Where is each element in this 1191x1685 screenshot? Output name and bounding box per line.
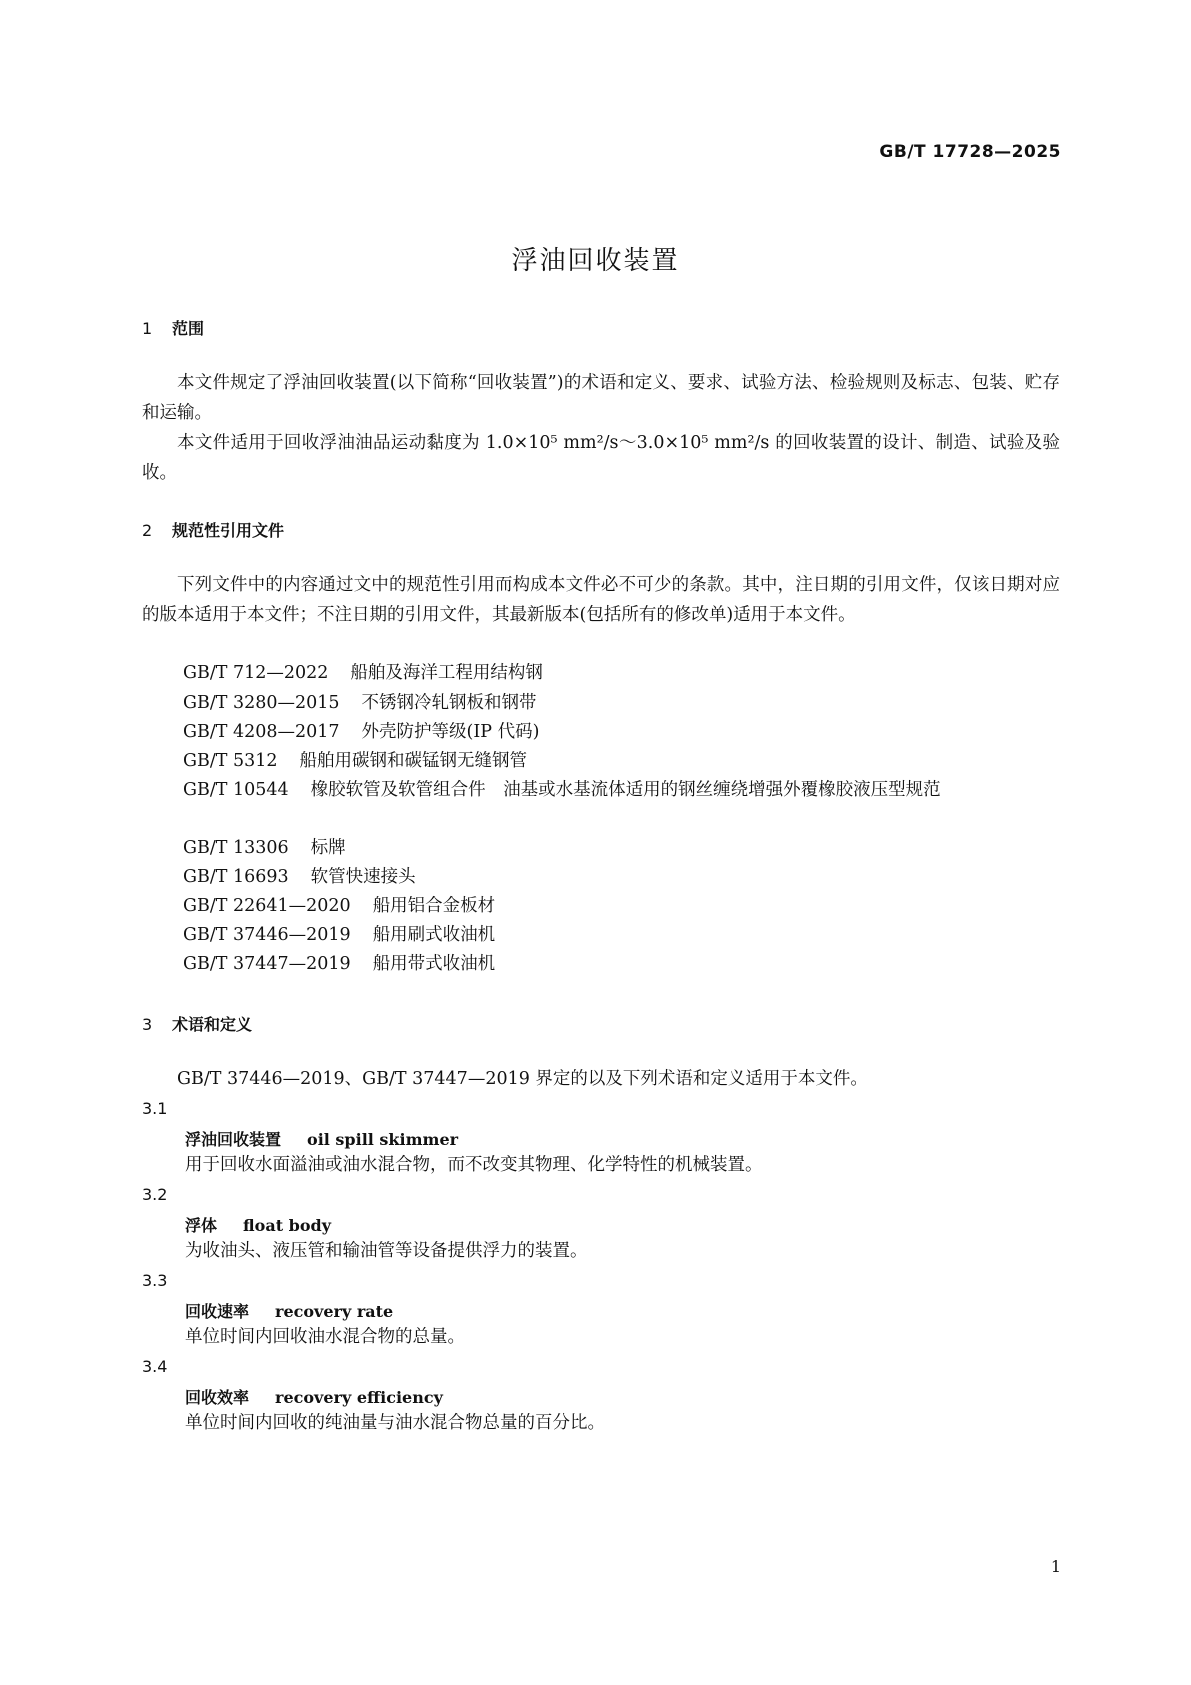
reference-code: GB/T 4208—2017 (183, 722, 340, 742)
reference-code: GB/T 37446—2019 (183, 925, 351, 945)
term-name (185, 1299, 393, 1322)
reference-title: 外壳防护等级(IP 代码) (361, 722, 540, 742)
term-definition: 为收油头、液压管和输油管等设备提供浮力的装置。 (185, 1241, 588, 1261)
term-name-zh: 浮体 (185, 1216, 218, 1235)
term-number: 3.2 (142, 1185, 168, 1204)
reference-title: 船用带式收油机 (372, 954, 496, 974)
reference-item (183, 833, 346, 863)
reference-item (142, 775, 1060, 805)
section-number: 3 (142, 1015, 153, 1034)
section-title: 术语和定义 (172, 1015, 253, 1034)
section-2-heading (142, 518, 284, 541)
reference-code: GB/T 5312 (183, 751, 278, 771)
terms-intro: GB/T 37446—2019、GB/T 37447—2019 界定的以及下列术语和定义适用于本文件。 (177, 1069, 868, 1089)
term-name-en: oil spill skimmer (307, 1130, 459, 1149)
term-name-zh: 浮油回收装置 (185, 1130, 282, 1149)
reference-code: GB/T 16693 (183, 867, 289, 887)
reference-title: 软管快速接头 (310, 867, 416, 887)
reference-item (183, 658, 543, 688)
reference-item (183, 920, 495, 950)
section-3-heading (142, 1012, 252, 1035)
reference-code: GB/T 13306 (183, 838, 289, 858)
normative-intro: 下列文件中的内容通过文中的规范性引用而构成本文件必不可少的条款。其中，注日期的引用文件，仅该日期对应的版本适用于本文件；不注日期的引用文件，其最新版本(包括所有的修改单)适用于本文件。 (142, 575, 1060, 625)
term-definition: 单位时间内回收的纯油量与油水混合物总量的百分比。 (185, 1413, 605, 1433)
section-number: 1 (142, 319, 153, 338)
term-name-en: recovery rate (275, 1302, 394, 1321)
reference-title: 船用铝合金板材 (372, 896, 496, 916)
reference-title: 船舶用碳钢和碳锰钢无缝钢管 (299, 751, 528, 771)
standard-code: GB/T 17728—2025 (879, 142, 1061, 162)
reference-title: 船用刷式收油机 (372, 925, 496, 945)
reference-title: 船舶及海洋工程用结构钢 (350, 663, 543, 683)
term-name (185, 1213, 331, 1236)
term-name-en: recovery efficiency (275, 1388, 443, 1407)
term-name-zh: 回收效率 (185, 1388, 250, 1407)
reference-item (183, 862, 416, 892)
term-definition: 用于回收水面溢油或油水混合物，而不改变其物理、化学特性的机械装置。 (185, 1155, 763, 1175)
scope-paragraph-2: 本文件适用于回收浮油油品运动黏度为 1.0×10⁵ mm²/s～3.0×10⁵ mm²/s 的回收装置的设计、制造、试验及验收。 (142, 433, 1060, 483)
reference-title: 标牌 (310, 838, 346, 858)
reference-item (183, 949, 495, 979)
term-name-en: float body (243, 1216, 331, 1235)
term-number: 3.3 (142, 1271, 168, 1290)
reference-code: GB/T 37447—2019 (183, 954, 351, 974)
reference-item (183, 688, 537, 718)
reference-code: GB/T 10544 (183, 780, 289, 800)
reference-title: 不锈钢冷轧钢板和钢带 (361, 693, 537, 713)
section-title: 范围 (172, 319, 205, 338)
reference-title: 橡胶软管及软管组合件 油基或水基流体适用的钢丝缠绕增强外覆橡胶液压型规范 (310, 780, 941, 800)
term-name-zh: 回收速率 (185, 1302, 250, 1321)
section-1-heading (142, 316, 204, 339)
term-name (185, 1385, 443, 1408)
scope-paragraph-1: 本文件规定了浮油回收装置(以下简称“回收装置”)的术语和定义、要求、试验方法、检验规则及标志、包装、贮存和运输。 (142, 373, 1060, 423)
term-definition: 单位时间内回收油水混合物的总量。 (185, 1327, 465, 1347)
reference-code: GB/T 3280—2015 (183, 693, 340, 713)
reference-item (183, 746, 527, 776)
section-title: 规范性引用文件 (172, 521, 285, 540)
term-number: 3.4 (142, 1357, 168, 1376)
document-title: 浮油回收装置 (511, 246, 680, 276)
reference-item (183, 717, 539, 747)
reference-item (183, 891, 495, 921)
term-number: 3.1 (142, 1099, 168, 1118)
section-number: 2 (142, 521, 153, 540)
term-name (185, 1127, 458, 1150)
page-number: 1 (1050, 1557, 1061, 1576)
reference-code: GB/T 712—2022 (183, 663, 329, 683)
reference-code: GB/T 22641—2020 (183, 896, 351, 916)
